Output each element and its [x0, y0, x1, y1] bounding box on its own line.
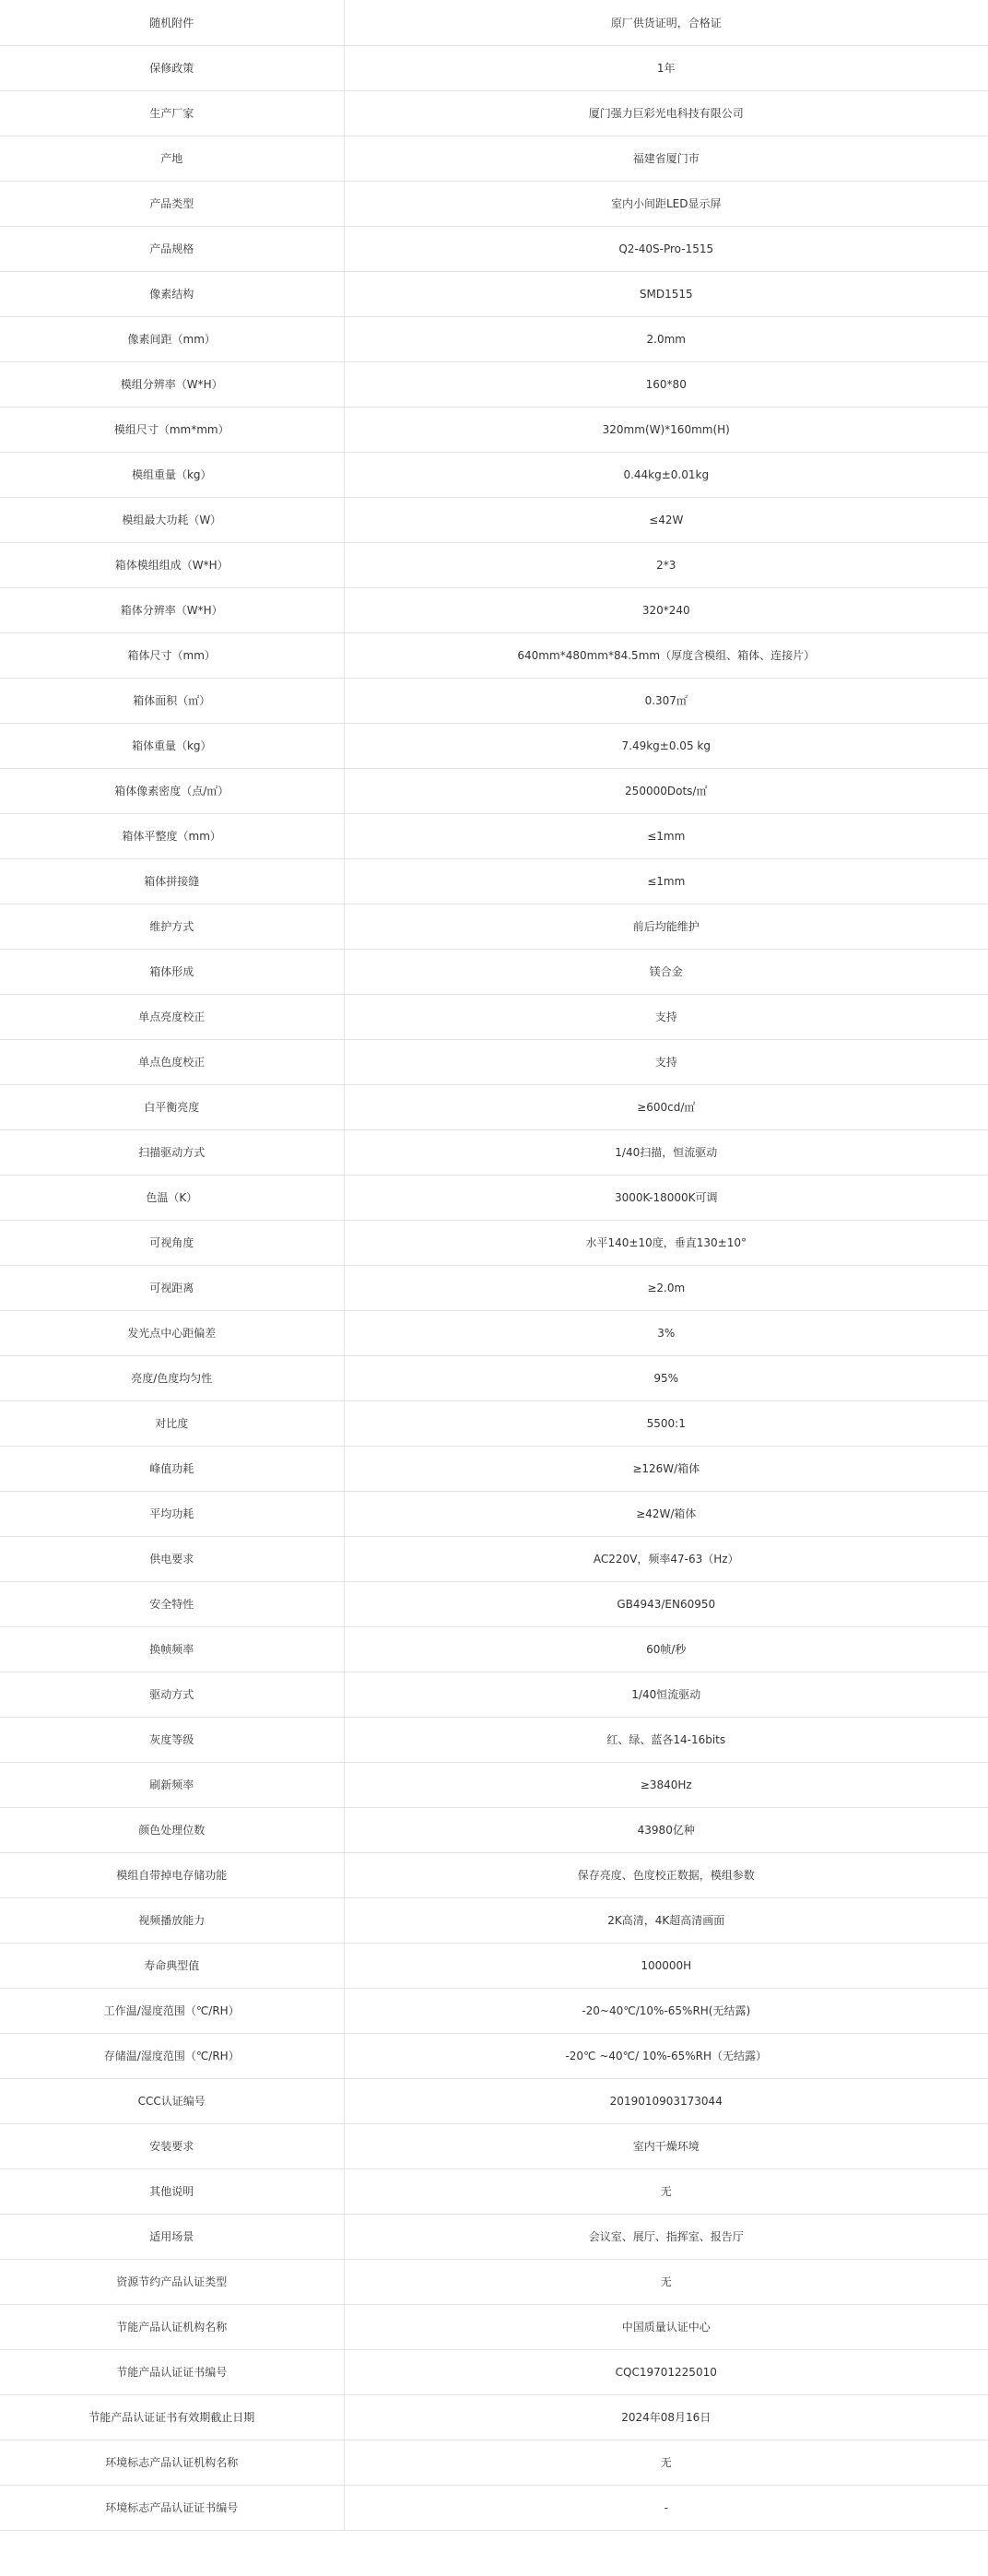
table-row [0, 2033, 988, 2078]
table-row [0, 1129, 988, 1175]
table-row [0, 2349, 988, 2394]
table-row [0, 136, 988, 181]
spec-label: 适用场景 [0, 2214, 344, 2259]
spec-value: 水平140±10度，垂直130±10° [344, 1220, 988, 1265]
table-row [0, 1446, 988, 1491]
table-row [0, 1039, 988, 1084]
spec-value: 3% [344, 1310, 988, 1355]
spec-value: 室内干燥环境 [344, 2123, 988, 2168]
spec-label: 色温（K） [0, 1175, 344, 1220]
spec-label: 发光点中心距偏差 [0, 1310, 344, 1355]
spec-value: GB4943/EN60950 [344, 1581, 988, 1626]
table-row [0, 1310, 988, 1355]
spec-value: 前后均能维护 [344, 904, 988, 949]
spec-label: 供电要求 [0, 1536, 344, 1581]
spec-value: 2024年08月16日 [344, 2394, 988, 2440]
spec-label: 节能产品认证机构名称 [0, 2304, 344, 2349]
table-row [0, 2259, 988, 2304]
spec-label: 产品类型 [0, 181, 344, 226]
spec-value: 60帧/秒 [344, 1626, 988, 1672]
spec-label: 保修政策 [0, 45, 344, 90]
spec-label: 扫描驱动方式 [0, 1129, 344, 1175]
table-row [0, 2485, 988, 2530]
spec-value: 43980亿种 [344, 1807, 988, 1852]
table-row [0, 1807, 988, 1852]
table-row [0, 316, 988, 361]
spec-label: 资源节约产品认证类型 [0, 2259, 344, 2304]
table-row [0, 949, 988, 994]
table-row [0, 1852, 988, 1897]
spec-value: AC220V，频率47-63（Hz） [344, 1536, 988, 1581]
spec-value: 1/40扫描，恒流驱动 [344, 1129, 988, 1175]
table-row [0, 678, 988, 723]
spec-label: 单点亮度校正 [0, 994, 344, 1039]
spec-label: 环境标志产品认证证书编号 [0, 2485, 344, 2530]
spec-value: 95% [344, 1355, 988, 1400]
table-row [0, 1265, 988, 1310]
spec-value: ≤42W [344, 497, 988, 542]
spec-value: 1/40恒流驱动 [344, 1672, 988, 1717]
table-row [0, 1581, 988, 1626]
table-row [0, 1762, 988, 1807]
table-row [0, 632, 988, 678]
spec-value: 无 [344, 2440, 988, 2485]
spec-label: 随机附件 [0, 0, 344, 45]
spec-label: 工作温/湿度范围（℃/RH） [0, 1988, 344, 2033]
table-row [0, 1220, 988, 1265]
spec-label: 驱动方式 [0, 1672, 344, 1717]
spec-label: 模组自带掉电存储功能 [0, 1852, 344, 1897]
spec-value: 2019010903173044 [344, 2078, 988, 2123]
spec-value: ≥600cd/㎡ [344, 1084, 988, 1129]
spec-label: 箱体重量（kg） [0, 723, 344, 768]
spec-value: - [344, 2485, 988, 2530]
table-row [0, 1717, 988, 1762]
table-row [0, 2168, 988, 2214]
table-row [0, 2394, 988, 2440]
spec-label: 像素间距（mm） [0, 316, 344, 361]
table-row [0, 813, 988, 858]
spec-value: ≤1mm [344, 858, 988, 904]
spec-value: 320mm(W)*160mm(H) [344, 407, 988, 452]
spec-label: 对比度 [0, 1400, 344, 1446]
table-row [0, 542, 988, 587]
spec-label: 产地 [0, 136, 344, 181]
spec-value: -20℃ ~40℃/ 10%-65%RH（无结露） [344, 2033, 988, 2078]
table-row [0, 90, 988, 136]
spec-value: 保存亮度、色度校正数据，模组参数 [344, 1852, 988, 1897]
spec-label: 节能产品认证证书编号 [0, 2349, 344, 2394]
table-row [0, 45, 988, 90]
table-row [0, 181, 988, 226]
spec-value: ≤1mm [344, 813, 988, 858]
spec-label: 箱体像素密度（点/㎡） [0, 768, 344, 813]
spec-value: 7.49kg±0.05 kg [344, 723, 988, 768]
table-row [0, 452, 988, 497]
spec-label: 箱体模组组成（W*H） [0, 542, 344, 587]
spec-value: Q2-40S-Pro-1515 [344, 226, 988, 271]
table-row [0, 1943, 988, 1988]
table-row [0, 1084, 988, 1129]
spec-value: ≥126W/箱体 [344, 1446, 988, 1491]
spec-value: 5500:1 [344, 1400, 988, 1446]
spec-value: 原厂供货证明，合格证 [344, 0, 988, 45]
spec-label: 节能产品认证证书有效期截止日期 [0, 2394, 344, 2440]
spec-label: 其他说明 [0, 2168, 344, 2214]
table-row [0, 1491, 988, 1536]
spec-value: ≥42W/箱体 [344, 1491, 988, 1536]
spec-value: 支持 [344, 1039, 988, 1084]
spec-label: 模组最大功耗（W） [0, 497, 344, 542]
spec-value: 250000Dots/㎡ [344, 768, 988, 813]
table-row [0, 1626, 988, 1672]
spec-value: 无 [344, 2168, 988, 2214]
spec-label: 模组重量（kg） [0, 452, 344, 497]
spec-label: 模组分辨率（W*H） [0, 361, 344, 407]
spec-label: 箱体平整度（mm） [0, 813, 344, 858]
table-row [0, 1897, 988, 1943]
table-row [0, 361, 988, 407]
spec-label: 视频播放能力 [0, 1897, 344, 1943]
spec-value: 3000K-18000K可调 [344, 1175, 988, 1220]
spec-value: 2K高清，4K超高清画面 [344, 1897, 988, 1943]
table-row [0, 1988, 988, 2033]
spec-label: 换帧频率 [0, 1626, 344, 1672]
table-row [0, 723, 988, 768]
table-row [0, 1355, 988, 1400]
spec-value: CQC19701225010 [344, 2349, 988, 2394]
spec-label: 模组尺寸（mm*mm） [0, 407, 344, 452]
spec-label: 灰度等级 [0, 1717, 344, 1762]
table-row [0, 858, 988, 904]
table-row [0, 1536, 988, 1581]
table-row [0, 271, 988, 316]
spec-label: 寿命典型值 [0, 1943, 344, 1988]
spec-label: 存储温/湿度范围（℃/RH） [0, 2033, 344, 2078]
table-row [0, 2078, 988, 2123]
spec-label: 箱体拼接缝 [0, 858, 344, 904]
spec-value: 无 [344, 2259, 988, 2304]
spec-value: -20~40℃/10%-65%RH(无结露) [344, 1988, 988, 2033]
spec-value: 福建省厦门市 [344, 136, 988, 181]
spec-label: 箱体面积（㎡） [0, 678, 344, 723]
spec-value: 320*240 [344, 587, 988, 632]
spec-label: 峰值功耗 [0, 1446, 344, 1491]
spec-value: 中国质量认证中心 [344, 2304, 988, 2349]
table-row [0, 2304, 988, 2349]
spec-value: 会议室、展厅、指挥室、报告厅 [344, 2214, 988, 2259]
table-row [0, 2123, 988, 2168]
table-row [0, 2214, 988, 2259]
spec-label: 安装要求 [0, 2123, 344, 2168]
spec-value: 2.0mm [344, 316, 988, 361]
spec-value: 2*3 [344, 542, 988, 587]
spec-value: 0.44kg±0.01kg [344, 452, 988, 497]
table-row [0, 0, 988, 45]
spec-label: 环境标志产品认证机构名称 [0, 2440, 344, 2485]
spec-value: 室内小间距LED显示屏 [344, 181, 988, 226]
spec-value: 1年 [344, 45, 988, 90]
spec-label: 颜色处理位数 [0, 1807, 344, 1852]
spec-label: 单点色度校正 [0, 1039, 344, 1084]
spec-label: 箱体尺寸（mm） [0, 632, 344, 678]
table-row [0, 904, 988, 949]
spec-label: 刷新频率 [0, 1762, 344, 1807]
table-row [0, 1400, 988, 1446]
table-row [0, 994, 988, 1039]
spec-value: 0.307㎡ [344, 678, 988, 723]
spec-label: 像素结构 [0, 271, 344, 316]
table-row [0, 1672, 988, 1717]
spec-value: 100000H [344, 1943, 988, 1988]
spec-value: 支持 [344, 994, 988, 1039]
spec-label: 箱体分辨率（W*H） [0, 587, 344, 632]
spec-label: 生产厂家 [0, 90, 344, 136]
spec-value: SMD1515 [344, 271, 988, 316]
spec-value: ≥2.0m [344, 1265, 988, 1310]
spec-label: 产品规格 [0, 226, 344, 271]
spec-label: 箱体形成 [0, 949, 344, 994]
table-row [0, 1175, 988, 1220]
spec-label: 亮度/色度均匀性 [0, 1355, 344, 1400]
spec-label: 维护方式 [0, 904, 344, 949]
spec-value: 厦门强力巨彩光电科技有限公司 [344, 90, 988, 136]
table-row [0, 2440, 988, 2485]
spec-label: 平均功耗 [0, 1491, 344, 1536]
table-row [0, 497, 988, 542]
spec-value: 640mm*480mm*84.5mm（厚度含模组、箱体、连接片） [344, 632, 988, 678]
spec-label: 白平衡亮度 [0, 1084, 344, 1129]
spec-label: CCC认证编号 [0, 2078, 344, 2123]
table-row [0, 407, 988, 452]
spec-value: ≥3840Hz [344, 1762, 988, 1807]
table-row [0, 768, 988, 813]
table-row [0, 587, 988, 632]
spec-label: 安全特性 [0, 1581, 344, 1626]
spec-value: 160*80 [344, 361, 988, 407]
spec-label: 可视角度 [0, 1220, 344, 1265]
spec-label: 可视距离 [0, 1265, 344, 1310]
table-row [0, 226, 988, 271]
spec-value: 红、绿、蓝各14-16bits [344, 1717, 988, 1762]
spec-value: 镁合金 [344, 949, 988, 994]
